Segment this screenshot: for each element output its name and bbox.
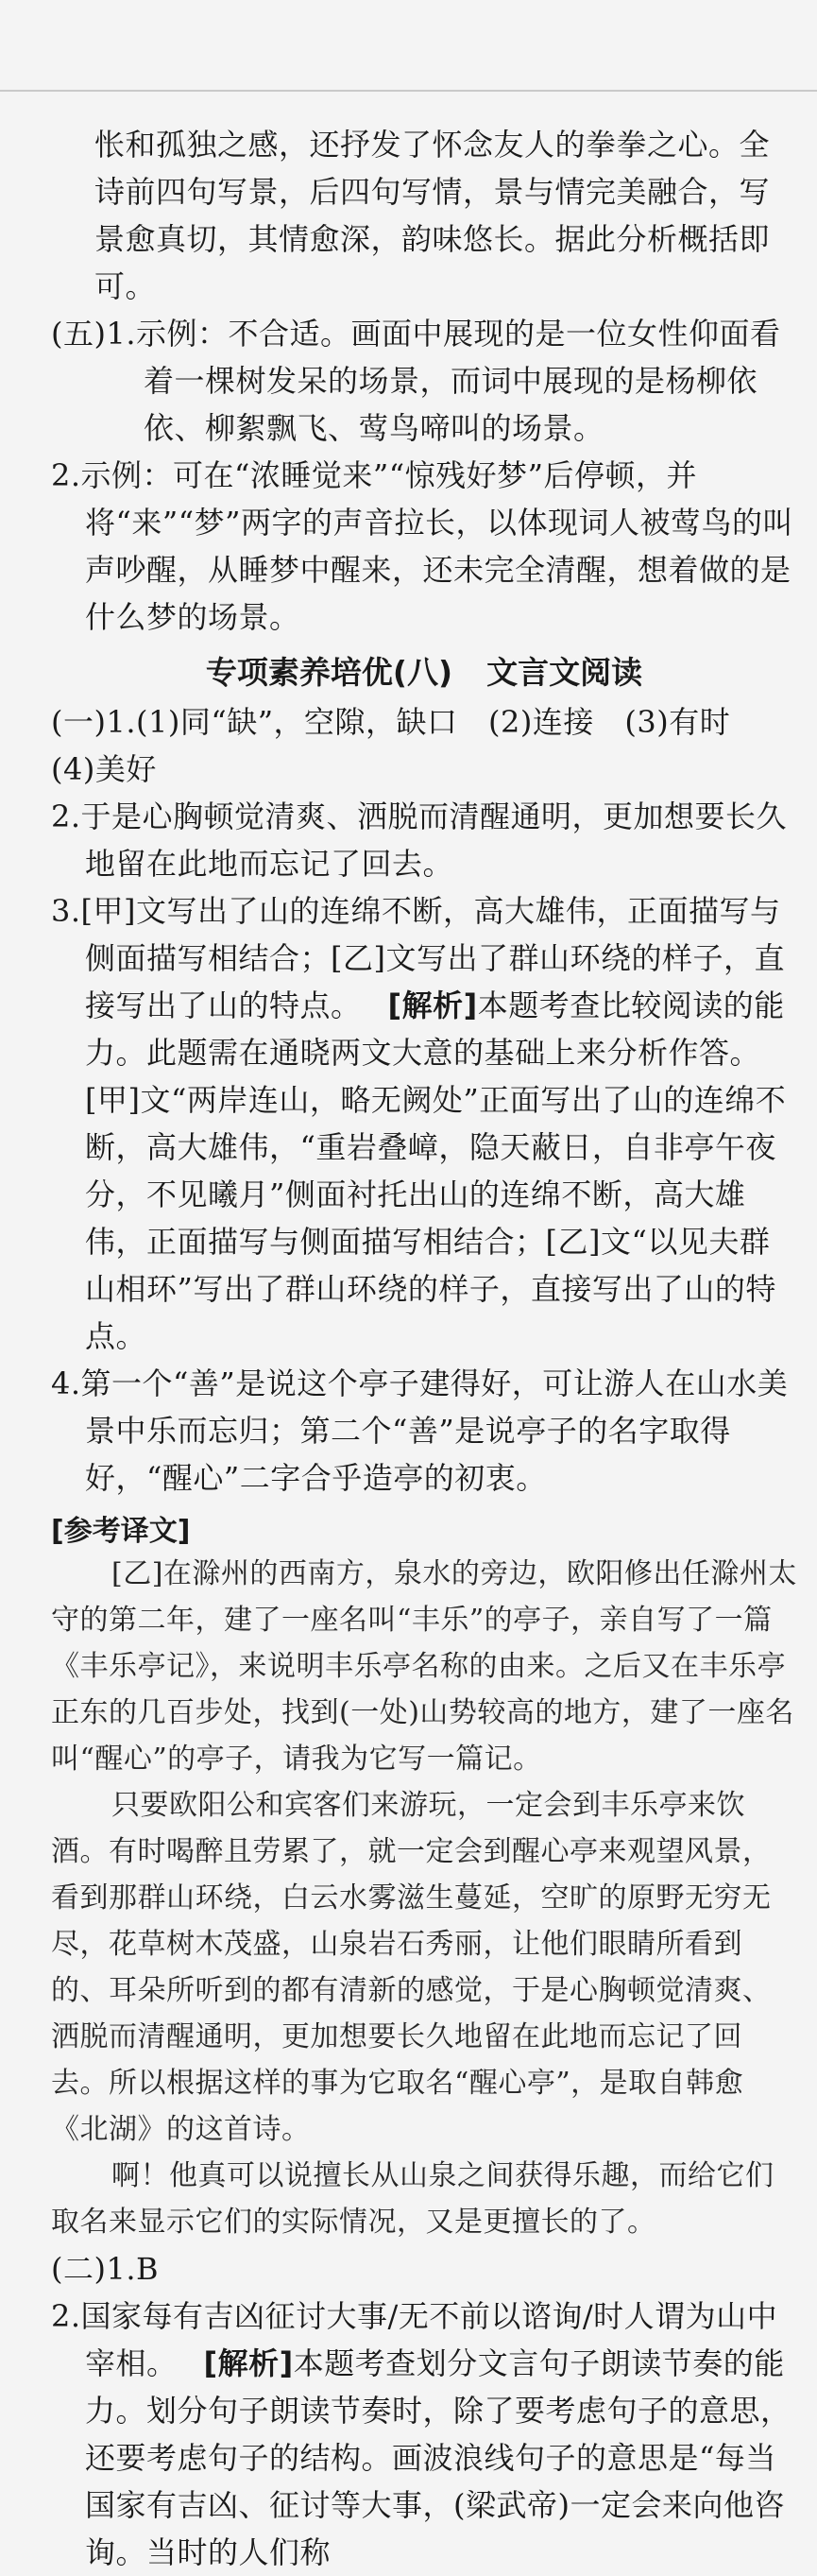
q2-analysis: 本题考查划分文言句子朗读节奏的能力。划分句子朗读节奏时，除了要考虑句子的意思，还要考虑句子的结构。画波浪线句子的意思是“每当国家有吉凶、征讨等大事，(梁武帝)一定会来向他咨询。当时的人们称: [85, 2345, 791, 2570]
part2-q1: (二)1.B: [51, 2251, 160, 2287]
q3-analysis: 本题考查比较阅读的能力。此题需在通晓两文大意的基础上来分析作答。[甲]文“两岸连山，略无阙处”正面写出了山的连绵不断，高大雄伟，“重岩叠嶂，隐天蔽日，自非亭午夜分，不见曦月”侧面衬托出山的连绵不断，高大雄伟，正面描写与侧面描写相结合；[乙]文“以见夫群山相环”写出了群山环绕的样子，直接写出了山的特点。: [85, 987, 787, 1354]
reference-translation: [51, 1551, 797, 2245]
section5-q1: (五)1.示例：不合适。画面中展现的是一位女性仰面看着一棵树发呆的场景，而词中展现的是杨柳依依、柳絮飘飞、莺鸟啼叫的场景。: [51, 316, 781, 446]
heading-left: 专项素养培优(八): [205, 654, 453, 691]
q3-analysis-tag: [解析]: [387, 987, 478, 1023]
q3-answer: 3.[甲]文写出了山的连绵不断，高大雄伟，正面描写与侧面描写相结合；[乙]文写出了群山环绕的样子，直接写出了山的特点。: [51, 893, 785, 1023]
part1-q1: (一)1.(1)同“缺”，空隙，缺口 (2)连接 (3)有时 (4)美好: [51, 704, 761, 787]
section-heading: [51, 648, 797, 693]
heading-right: 文言文阅读: [486, 654, 643, 691]
top-divider: [0, 90, 817, 92]
reference-translation-label: [参考译文]: [51, 1515, 191, 1548]
part1-q3: [51, 887, 797, 1360]
translation-paragraph-2: 只要欧阳公和宾客们来游玩，一定会到丰乐亭来饮酒。有时喝醉且劳累了，就一定会到醒心亭来观望风景，看到那群山环绕，白云水雾滋生蔓延，空旷的原野无穷无尽，花草树木茂盛，山泉岩石秀丽，让他们眼睛所看到的、耳朵所听到的都有清新的感觉，于是心胸顿觉清爽、洒脱而清醒通明，更加想要长久地留在此地而忘记了回去。所以根据这样的事为它取名“醒心亭”，是取自韩愈《北湖》的这首诗。: [51, 1789, 772, 2146]
translation-paragraph-3: 啊！他真可以说擅长从山泉之间获得乐趣，而给它们取名来显示它们的实际情况，又是更擅长的了。: [51, 2159, 774, 2239]
part1-q2: 2.于是心胸顿觉清爽、洒脱而清醒通明，更加想要长久地留在此地而忘记了回去。: [51, 799, 788, 882]
part1-q4: 4.第一个“善”是说这个亭子建得好，可让游人在山水美景中乐而忘归；第二个“善”是说亭子的名字取得好，“醒心”二字合乎造亭的初衷。: [51, 1365, 789, 1496]
intro-paragraph: 怅和孤独之感，还抒发了怀念友人的拳拳之心。全诗前四句写景，后四句写情，景与情完美融合，写景愈真切，其情愈深，韵味悠长。据此分析概括即可。: [94, 127, 771, 304]
page-content: [51, 121, 797, 2576]
q2-answer: 2.国家每有吉凶征讨大事/无不前以谘询/时人谓为山中宰相。: [51, 2298, 778, 2381]
part2-q2: [51, 2293, 797, 2576]
translation-paragraph-1: [乙]在滁州的西南方，泉水的旁边，欧阳修出任滁州太守的第二年，建了一座名叫“丰乐”的亭子，亲自写了一篇《丰乐亭记》，来说明丰乐亭名称的由来。之后又在丰乐亭正东的几百步处，找到(一处)山势较高的地方，建了一座名叫“醒心”的亭子，请我为它写一篇记。: [51, 1557, 797, 1776]
section5-q2: 2.示例：可在“浓睡觉来”“惊残好梦”后停顿，并将“来”“梦”两字的声音拉长，以体现词人被莺鸟的叫声吵醒，从睡梦中醒来，还未完全清醒，想着做的是什么梦的场景。: [51, 457, 793, 635]
q2-analysis-tag: [解析]: [203, 2345, 294, 2381]
